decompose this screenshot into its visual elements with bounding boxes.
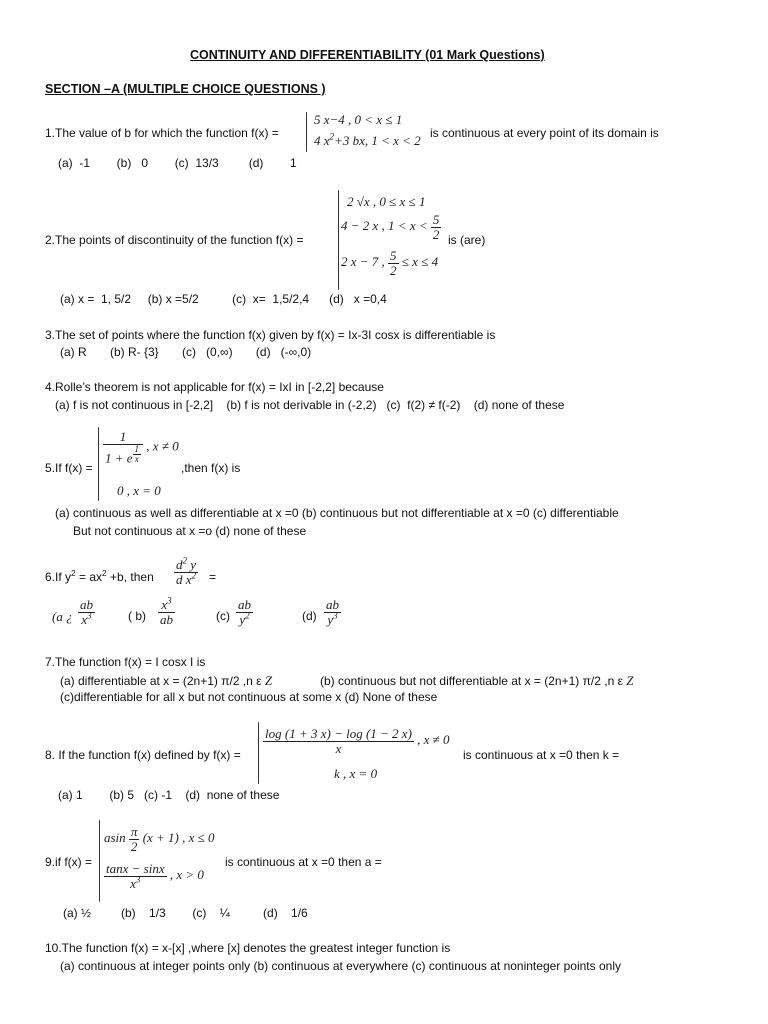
q8-case-2: k , x = 0	[334, 766, 378, 781]
question-5-options-line1: (a) continuous as well as differentiable at x =0 (b) continuous but not differentiable at x =0 (c) differentiable	[55, 506, 619, 520]
page-title: CONTINUITY AND DIFFERENTIABILITY (01 Mark Questions)	[190, 48, 545, 62]
question-9-options: (a) ½ (b) 1/3 (c) ¼ (d) 1/6	[63, 906, 308, 920]
question-3-options: (a) R (b) R- {3} (c) (0,∞) (d) (-∞,0)	[60, 345, 312, 359]
q2-case-2: 4 − 2 x , 1 < x < $\frac{5}{2}$	[341, 212, 440, 242]
question-1-options: (a) -1 (b) 0 (c) 13/3 (d) 1	[58, 156, 297, 170]
second-derivative: $\frac{d^2 y}{d x^2}$	[176, 555, 197, 587]
question-1-tail: is continuous at every point of its domain is	[430, 126, 659, 140]
piecewise-brace	[306, 112, 307, 152]
q6-option-c-label: (c)	[216, 609, 230, 623]
question-8-stem: 8. If the function f(x) defined by f(x) =	[45, 748, 241, 762]
q6-option-b: $\frac{x^3}{ab}$	[160, 595, 173, 627]
question-7-option-a: (a) differentiable at x = (2n+1) π/2 ,n ε Z	[60, 673, 273, 688]
question-2-tail: is (are)	[448, 233, 486, 247]
q6-option-a: $\frac{ab}{x^3}$	[80, 597, 93, 627]
q1-case-2: 4 $x^2+3$ bx, 1 < x < 2	[314, 131, 421, 148]
q5-case-2: 0 , x = 0	[117, 483, 161, 498]
question-5-options-line2: But not continuous at x =o (d) none of these	[73, 524, 307, 538]
equals-sign: =	[209, 570, 217, 584]
question-2-options: (a) x = 1, 5/2 (b) x =5/2 (c) x= 1,5/2,4 (d) x =0,4	[60, 292, 387, 306]
question-3-stem: 3.The set of points where the function f(x) given by f(x) = Ix-3I cosx is differentiable is	[45, 328, 496, 342]
q2-case-3: 2 x − 7 , $\frac{5}{2}$ ≤ x ≤ 4	[341, 248, 439, 278]
question-9-stem: 9.if f(x) =	[45, 855, 93, 869]
question-9-tail: is continuous at x =0 then a =	[225, 855, 382, 869]
q6-option-a-label: (a ¿	[52, 609, 73, 624]
question-4-options: (a) f is not continuous in [-2,2] (b) f is not derivable in (-2,2) (c) f(2) ≠ f(-2) (d) none of these	[55, 398, 565, 412]
piecewise-brace	[258, 722, 259, 784]
question-2-stem: 2.The points of discontinuity of the function f(x) =	[45, 233, 304, 247]
question-10-stem: 10.The function f(x) = x-[x] ,where [x] denotes the greatest integer function is	[45, 941, 451, 955]
section-heading: SECTION –A (MULTIPLE CHOICE QUESTIONS )	[45, 82, 326, 96]
question-7-options-cd: (c)differentiable for all x but not continuous at some x (d) None of these	[60, 690, 438, 704]
q6-option-c: $\frac{ab}{y^2}$	[238, 597, 251, 627]
question-8-tail: is continuous at x =0 then k =	[463, 748, 620, 762]
q6-option-b-label: ( b)	[128, 609, 146, 623]
q8-case-1: $\frac{\log (1 + 3 x) - \log (1 - 2 x)}{x}$ , x ≠ 0	[265, 726, 450, 756]
q9-case-1: asin $\frac{\pi}{2}$ (x + 1) , x ≤ 0	[104, 824, 215, 854]
question-10-options: (a) continuous at integer points only (b) continuous at everywhere (c) continuous at noninteger points only	[60, 959, 621, 973]
question-5-stem: 5.If f(x) =	[45, 461, 93, 475]
q2-case-1: 2 √x , 0 ≤ x ≤ 1	[347, 194, 426, 209]
piecewise-brace	[98, 427, 99, 501]
q6-option-d: $\frac{ab}{y^3}$	[326, 597, 339, 627]
q6-option-d-label: (d)	[302, 609, 317, 623]
question-5-tail: ,then f(x) is	[181, 461, 241, 475]
question-4-stem: 4.Rolle’s theorem is not applicable for f(x) = IxI in [-2,2] because	[45, 380, 384, 394]
piecewise-brace	[338, 190, 339, 290]
question-1-stem: 1.The value of b for which the function f(x) =	[45, 126, 279, 140]
question-8-options: (a) 1 (b) 5 (c) -1 (d) none of these	[58, 788, 280, 802]
q1-case-1: 5 x−4 , 0 < x ≤ 1	[314, 112, 403, 127]
question-7-stem: 7.The function f(x) = I cosx I is	[45, 655, 206, 669]
q5-case-1: 1 1 + e $^{\frac{1}{x}}$ , x ≠ 0	[105, 429, 179, 465]
question-7-option-b: (b) continuous but not differentiable at x = (2n+1) π/2 ,n ε Z	[320, 673, 634, 688]
q9-case-2: $\frac{\tan x - \sin x}{x^3}$ , x > 0	[106, 861, 204, 891]
question-6-stem: 6.If $y^2 = ax^2 +b$, then	[45, 568, 154, 584]
piecewise-brace	[99, 820, 100, 902]
